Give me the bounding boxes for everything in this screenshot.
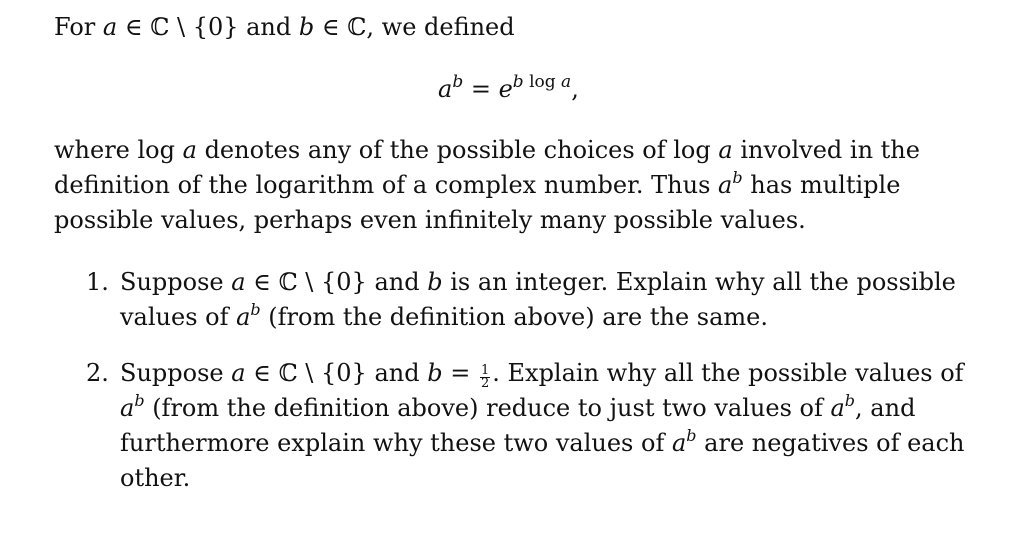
fraction-numerator: 1 [480, 363, 490, 378]
math-b-exponent: b [732, 168, 743, 187]
eq-equals: = [463, 75, 499, 103]
eq-base-exponent: b [452, 72, 464, 92]
math-a: a [236, 303, 251, 331]
math-b-exponent: b [686, 426, 697, 445]
math-b-exponent: b [250, 300, 261, 319]
para-text: involved in the [732, 136, 920, 164]
eq-base: a [438, 75, 453, 103]
para-text: has multiple [742, 171, 901, 199]
exercise-list [86, 265, 986, 496]
item-text: . Explain why all the possible values of [492, 359, 964, 387]
item-text: values of [120, 303, 237, 331]
math-a: a [718, 171, 733, 199]
item-text: other. [120, 464, 191, 492]
eq-comma: , [571, 75, 579, 103]
intro-text: ∈ ℂ, we defined [314, 13, 515, 41]
intro-text: For [54, 13, 96, 41]
math-a: a [718, 136, 733, 164]
eq-rhs-exponent: b log a [512, 72, 572, 92]
item-text: furthermore explain why these two values of [120, 429, 672, 457]
math-a: a [671, 429, 687, 457]
list-item [86, 265, 986, 335]
intro-line [54, 10, 984, 45]
math-b-exponent: b [134, 391, 145, 410]
math-a: a [120, 394, 135, 422]
math-b: b [298, 13, 315, 41]
math-b-exponent: b [844, 391, 856, 410]
item-text: = [442, 359, 478, 387]
item-text: are negatives of each [696, 429, 965, 457]
math-a: a [102, 13, 118, 41]
para-text: possible values, perhaps even infinitely many possible values. [54, 206, 806, 234]
item-number: 2. [86, 359, 109, 387]
math-b: b [427, 268, 443, 296]
item-text: ∈ ℂ \ {0} and [245, 268, 428, 296]
math-a: a [231, 268, 246, 296]
para-text: definition of the logarithm of a complex number. Thus [54, 171, 719, 199]
eq-e: e [498, 75, 513, 103]
list-item [86, 356, 986, 496]
math-a: a [182, 136, 197, 164]
para-text: denotes any of the possible choices of log [196, 136, 719, 164]
math-b: b [427, 359, 443, 387]
item-text: is an integer. Explain why all the possible [442, 268, 956, 296]
item-text: (from the definition above) are the same. [260, 303, 768, 331]
item-text: Suppose [120, 359, 232, 387]
math-a: a [830, 394, 845, 422]
item-text: (from the definition above) reduce to just two values of [144, 394, 831, 422]
item-text: , and [855, 394, 916, 422]
item-text: ∈ ℂ \ {0} and [245, 359, 428, 387]
para-text: where log [54, 136, 183, 164]
explanation-paragraph [54, 133, 984, 238]
item-number: 1. [86, 268, 109, 296]
display-equation [438, 72, 579, 107]
intro-text: ∈ ℂ \ {0} and [117, 13, 299, 41]
item-text: Suppose [120, 268, 232, 296]
fraction-one-half [480, 365, 490, 390]
math-a: a [231, 359, 246, 387]
fraction-denominator: 2 [480, 376, 490, 391]
